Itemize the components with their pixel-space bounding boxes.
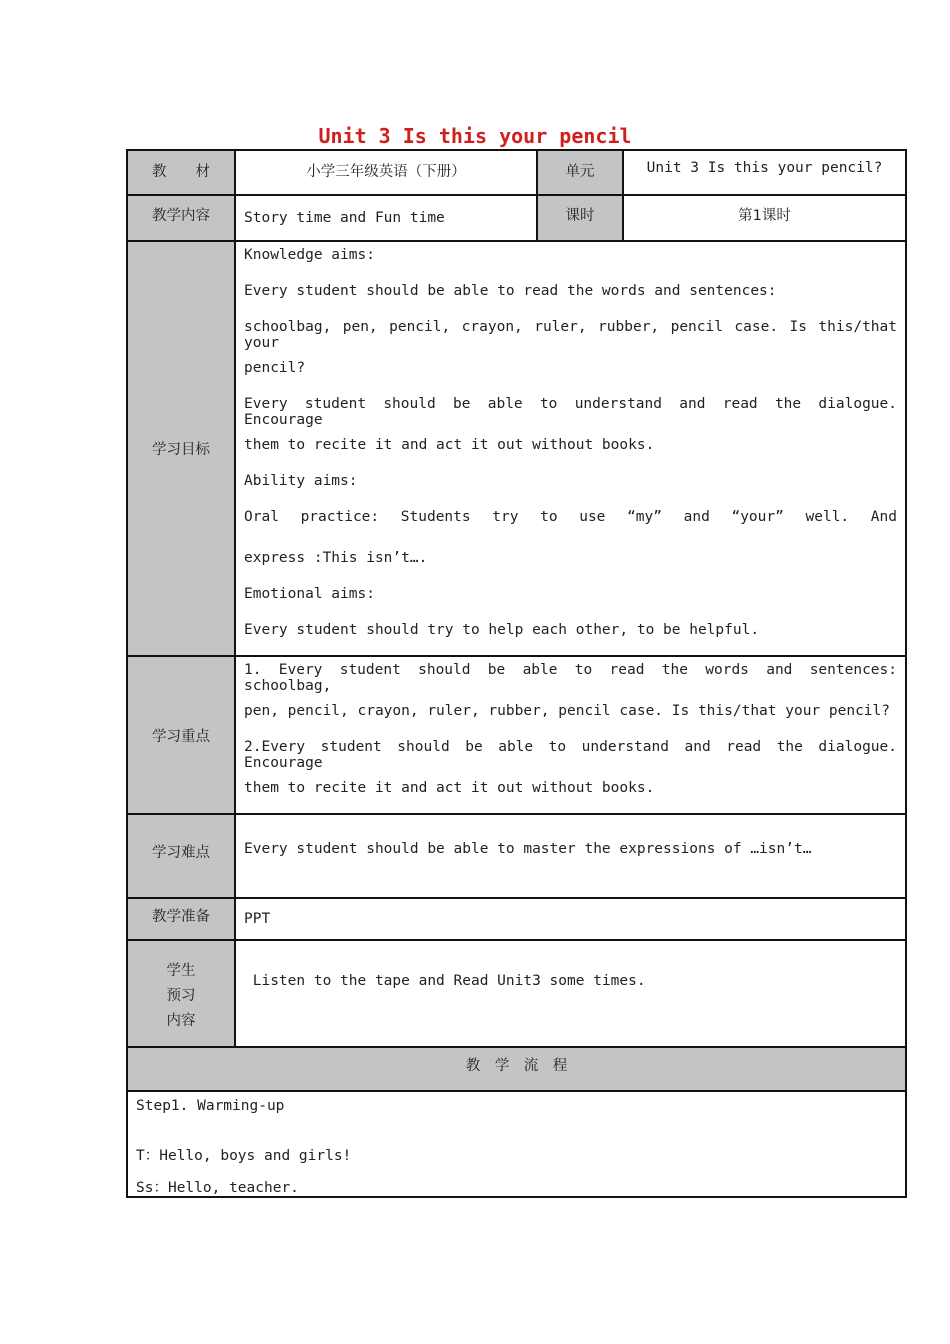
objective-line: Ability aims: [244,473,358,489]
row-difficulties [127,814,906,898]
row-preview [127,940,906,1047]
objectives-label: 学习目标 [127,241,235,656]
row-process-header [127,1047,906,1091]
process-line: Step1. Warming-up [136,1098,285,1114]
key-point-line: them to recite it and act it out without books. [244,780,655,796]
preview-label-line: 内容 [166,1013,196,1029]
material-label: 教 材 [127,150,235,195]
row-objectives [127,241,906,656]
content-value: Story time and Fun time [235,195,537,241]
preview-content: Listen to the tape and Read Unit3 some times. [235,940,906,1047]
objectives-content [235,241,906,656]
preview-label [127,940,235,1047]
unit-label: 单元 [537,150,623,195]
objective-line: Knowledge aims: [244,247,375,263]
row-preparation [127,898,906,940]
row-content [127,195,906,241]
objective-line: pencil? [244,360,306,376]
objective-line: express :This isn’t…. [244,550,428,566]
difficulties-label: 学习难点 [127,814,235,898]
preview-label-line: 预习 [166,988,196,1004]
difficulties-content: Every student should be able to master the expressions of …isn’t… [235,814,906,898]
objective-line: Oral practice: Students try to use “my” and “your” well. And [244,509,897,525]
material-value: 小学三年级英语（下册） [235,150,537,195]
content-label: 教学内容 [127,195,235,241]
row-process-content [127,1091,906,1197]
preparation-label: 教学准备 [127,898,235,940]
process-content [127,1091,906,1197]
objective-line: Emotional aims: [244,586,375,602]
row-key-points [127,656,906,814]
objective-line: Every student should try to help each other, to be helpful. [244,622,760,638]
key-point-line: 1. Every student should be able to read the words and sentences: schoolbag, [244,662,897,694]
preparation-content: PPT [235,898,906,940]
row-material [127,150,906,195]
preview-label-line: 学生 [166,963,196,979]
key-point-line: 2.Every student should be able to understand and read the dialogue. Encourage [244,739,897,771]
process-line: Ss：Hello, teacher. [136,1180,299,1196]
process-line: T：Hello, boys and girls! [136,1148,352,1164]
lesson-plan-table [126,149,907,1198]
objective-line: Every student should be able to understand and read the dialogue. Encourage [244,396,897,428]
objective-line: Every student should be able to read the words and sentences: [244,283,777,299]
period-value: 第1课时 [623,195,906,241]
period-label: 课时 [537,195,623,241]
key-points-content [235,656,906,814]
objective-line: them to recite it and act it out without books. [244,437,655,453]
objective-line: schoolbag, pen, pencil, crayon, ruler, rubber, pencil case. Is this/that your [244,319,897,351]
unit-value: Unit 3 Is this your pencil? [623,150,906,195]
key-points-label: 学习重点 [127,656,235,814]
key-point-line: pen, pencil, crayon, ruler, rubber, pencil case. Is this/that your pencil? [244,703,891,719]
document-title: Unit 3 Is this your pencil [318,124,632,148]
process-label: 教 学 流 程 [127,1047,906,1091]
